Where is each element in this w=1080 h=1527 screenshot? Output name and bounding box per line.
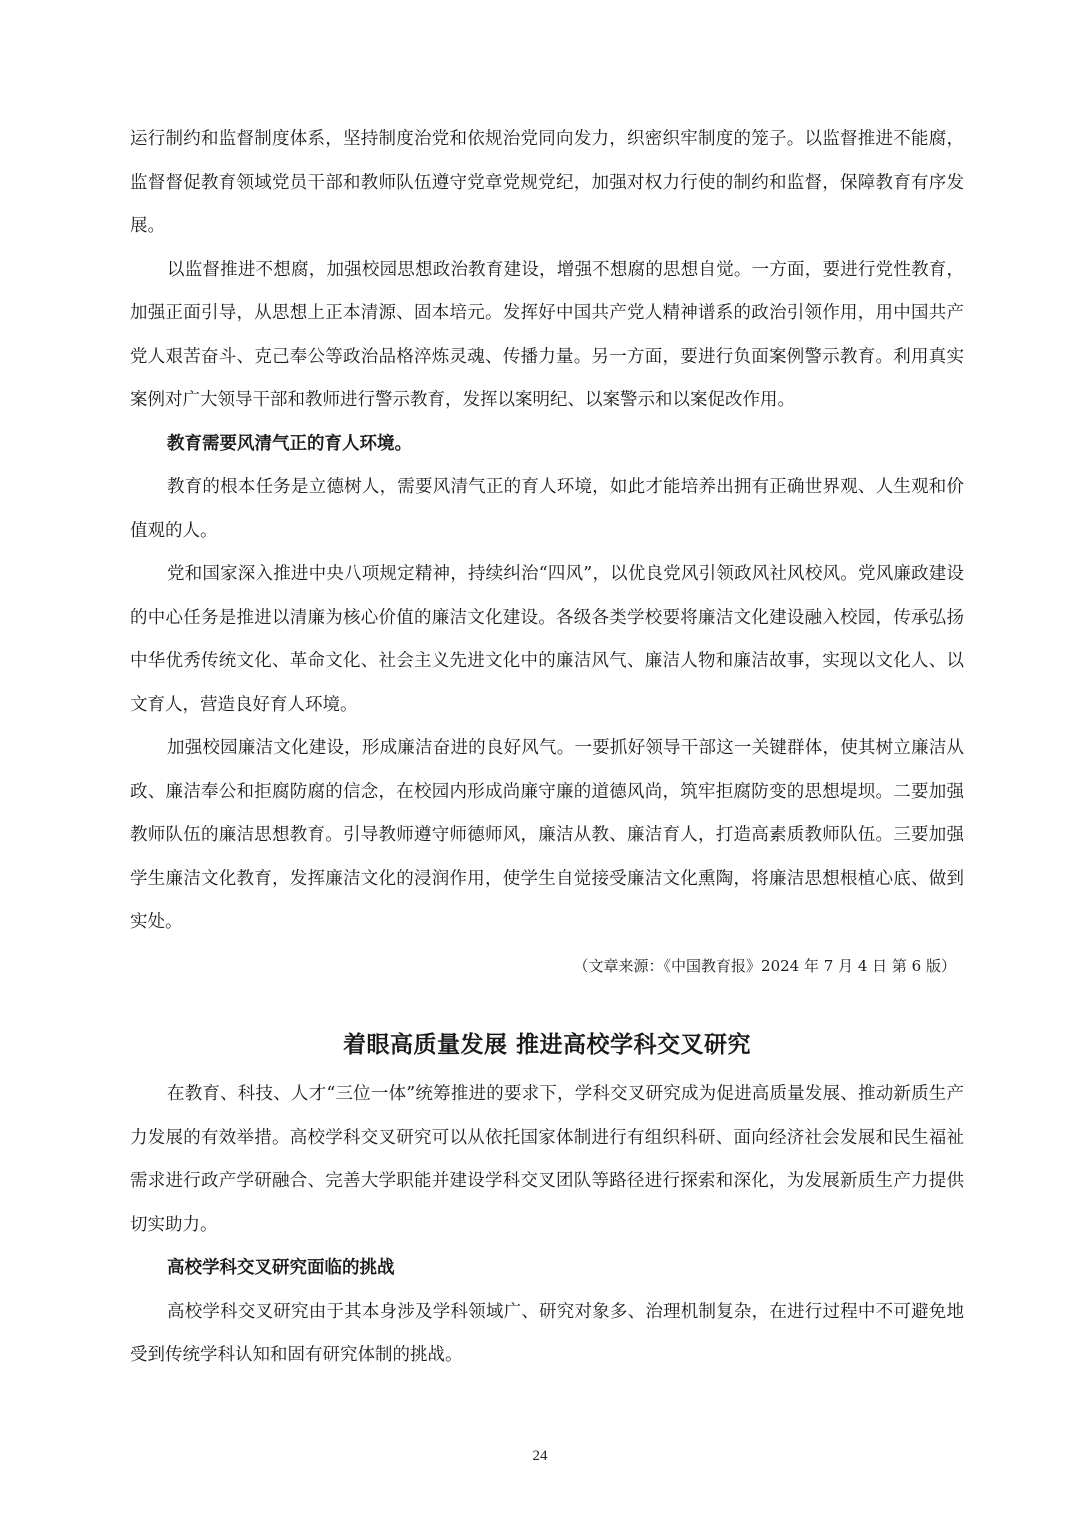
page-number: 24 — [532, 1448, 548, 1464]
article1-paragraph-3: 教育的根本任务是立德树人，需要风清气正的育人环境，如此才能培养出拥有正确世界观、人生观和价值观的人。 — [130, 477, 964, 541]
article1-paragraph-2: 以监督推进不想腐，加强校园思想政治教育建设，增强不想腐的思想自觉。一方面，要进行党性教育，加强正面引导，从思想上正本清源、固本培元。发挥好中国共产党人精神谱系的政治引领作用，用中国共产党人艰苦奋斗、克己奉公等政治品格淬炼灵魂、传播力量。另一方面，要进行负面案例警示教育。利用真实案例对广大领导干部和教师进行警示教育，发挥以案明纪、以案警示和以案促改作用。 — [130, 259, 964, 410]
article1-paragraph-5: 加强校园廉洁文化建设，形成廉洁奋进的良好风气。一要抓好领导干部这一关键群体，使其树立廉洁从政、廉洁奉公和拒腐防腐的信念，在校园内形成尚廉守廉的道德风尚，筑牢拒腐防变的思想堤坝。二要加强教师队伍的廉洁思想教育。引导教师遵守师德师风，廉洁从教、廉洁育人，打造高素质教师队伍。三要加强学生廉洁文化教育，发挥廉洁文化的浸润作用，使学生自觉接受廉洁文化熏陶，将廉洁思想根植心底、做到实处。 — [130, 738, 964, 932]
article2-paragraph-1: 在教育、科技、人才“三位一体”统筹推进的要求下，学科交叉研究成为促进高质量发展、推动新质生产力发展的有效举措。高校学科交叉研究可以从依托国家体制进行有组织科研、面向经济社会发展和民生福祉需求进行政产学研融合、完善大学职能并建设学科交叉团队等路径进行探索和深化，为发展新质生产力提供切实助力。 — [130, 1084, 964, 1235]
article1-source: （文章来源：《中国教育报》2024 年 7 月 4 日 第 6 版） — [573, 956, 956, 975]
article2-subheading: 高校学科交叉研究面临的挑战 — [167, 1258, 395, 1278]
article1-paragraph-1: 运行制约和监督制度体系，坚持制度治党和依规治党同向发力，织密织牢制度的笼子。以监督推进不能腐，监督督促教育领域党员干部和教师队伍遵守党章党规党纪，加强对权力行使的制约和监督，保障教育有序发展。 — [130, 129, 964, 236]
article1-subheading: 教育需要风清气正的育人环境。 — [167, 433, 412, 454]
article2-paragraph-2: 高校学科交叉研究由于其本身涉及学科领域广、研究对象多、治理机制复杂，在进行过程中不可避免地受到传统学科认知和固有研究体制的挑战。 — [130, 1301, 964, 1365]
article2-title: 着眼高质量发展 推进高校学科交叉研究 — [342, 1031, 751, 1058]
page-content — [130, 118, 964, 1378]
article1-paragraph-4: 党和国家深入推进中央八项规定精神，持续纠治“四风”，以优良党风引领政风社风校风。党风廉政建设的中心任务是推进以清廉为核心价值的廉洁文化建设。各级各类学校要将廉洁文化建设融入校园，传承弘扬中华优秀传统文化、革命文化、社会主义先进文化中的廉洁风气、廉洁人物和廉洁故事，实现以文化人、以文育人，营造良好育人环境。 — [130, 564, 964, 715]
